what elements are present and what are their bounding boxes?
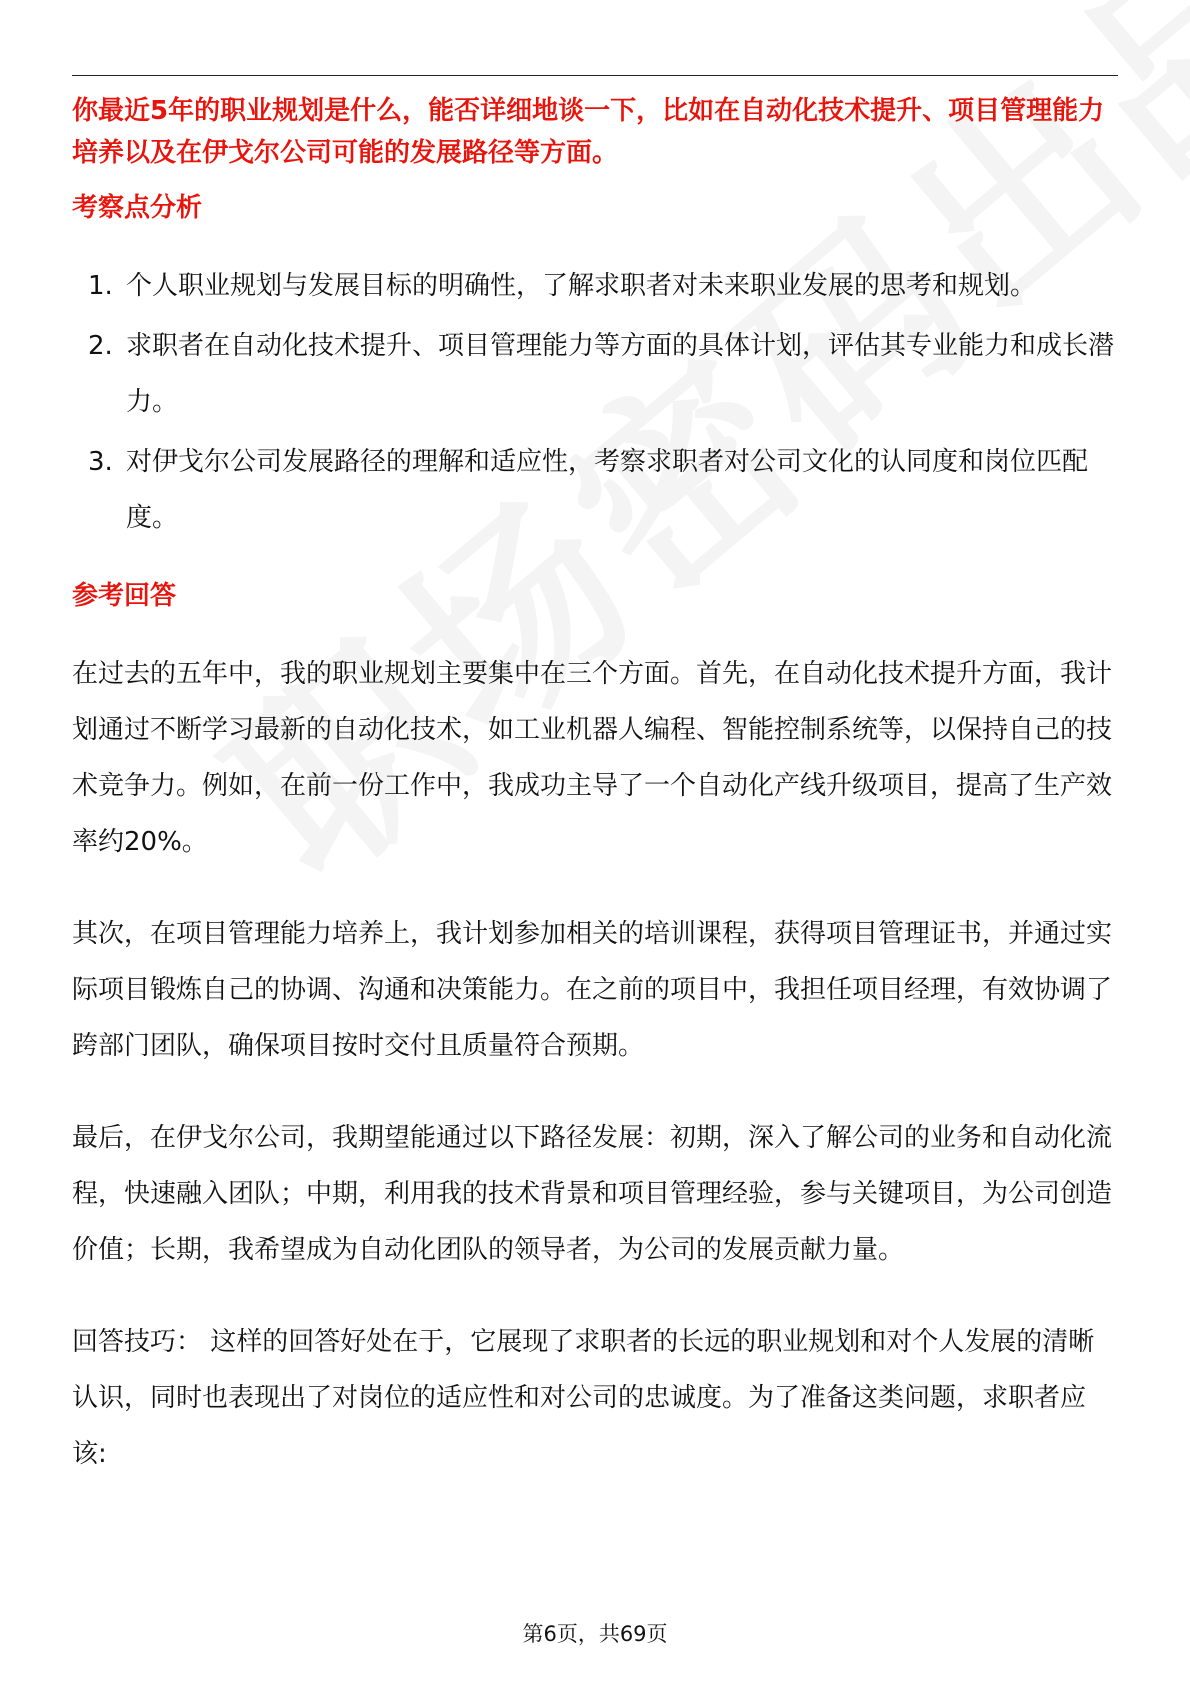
analysis-item-text: 个人职业规划与发展目标的明确性，了解求职者对未来职业发展的思考和规划。 [126, 271, 1037, 301]
answer-tips-paragraph: 回答技巧： 这样的回答好处在于，它展现了求职者的长远的职业规划和对个人发展的清晰认识，同时也表现出了对岗位的适应性和对公司的忠诚度。为了准备这类问题，求职者应该: [72, 1327, 1095, 1469]
analysis-heading: 考察点分析 [72, 193, 203, 223]
list-number: 1. [88, 271, 113, 301]
document-body [72, 90, 1118, 1482]
analysis-item-text: 求职者在自动化技术提升、项目管理能力等方面的具体计划，评估其专业能力和成长潜力。 [126, 331, 1115, 417]
analysis-item [72, 434, 1118, 546]
list-number: 2. [88, 331, 113, 361]
answer-paragraph: 在过去的五年中，我的职业规划主要集中在三个方面。首先，在自动化技术提升方面，我计划通过不断学习最新的自动化技术，如工业机器人编程、智能控制系统等，以保持自己的技术竞争力。例如，在前一份工作中，我成功主导了一个自动化产线升级项目，提高了生产效率约20%。 [72, 659, 1113, 857]
answer-heading: 参考回答 [72, 581, 177, 611]
interview-question: 你最近5年的职业规划是什么，能否详细地谈一下，比如在自动化技术提升、项目管理能力培养以及在伊戈尔公司可能的发展路径等方面。 [72, 96, 1105, 168]
list-number: 3. [88, 447, 113, 477]
page-footer: 第6页，共69页 [522, 1622, 668, 1646]
analysis-list [72, 258, 1118, 546]
analysis-item-text: 对伊戈尔公司发展路径的理解和适应性，考察求职者对公司文化的认同度和岗位匹配度。 [126, 447, 1089, 533]
answer-paragraph: 其次，在项目管理能力培养上，我计划参加相关的培训课程，获得项目管理证书，并通过实际项目锻炼自己的协调、沟通和决策能力。在之前的项目中，我担任项目经理，有效协调了跨部门团队，确保项目按时交付且质量符合预期。 [72, 919, 1113, 1061]
analysis-item [72, 318, 1118, 430]
header-rule [72, 75, 1118, 76]
answer-paragraph: 最后，在伊戈尔公司，我期望能通过以下路径发展：初期，深入了解公司的业务和自动化流程，快速融入团队；中期，利用我的技术背景和项目管理经验，参与关键项目，为公司创造价值；长期，我希望成为自动化团队的领导者，为公司的发展贡献力量。 [72, 1123, 1113, 1265]
analysis-item [72, 258, 1118, 314]
